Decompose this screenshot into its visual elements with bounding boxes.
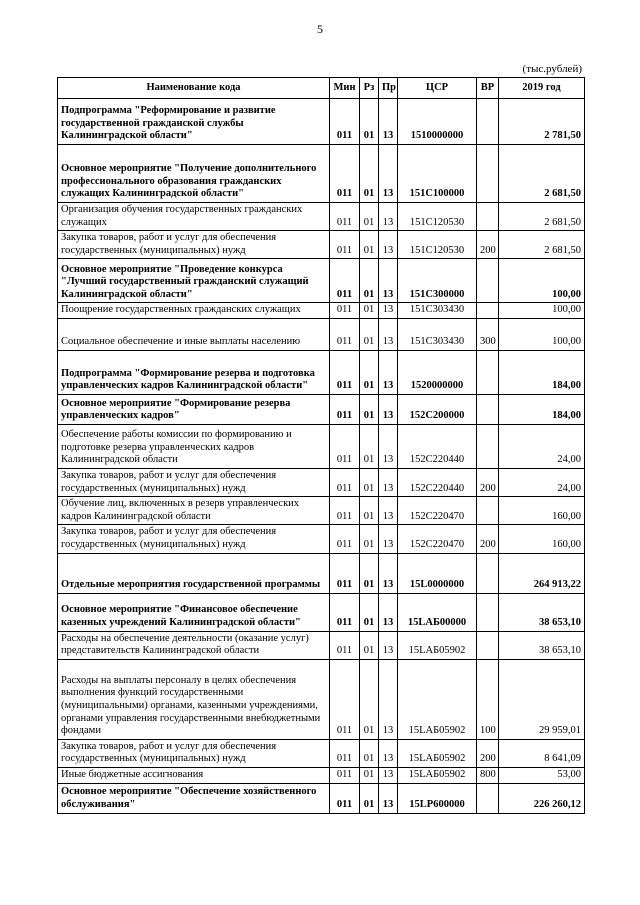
table-row — [58, 659, 585, 739]
table-row — [58, 259, 585, 303]
header-year: 2019 год — [499, 78, 585, 99]
header-csr: ЦСР — [398, 78, 477, 99]
row-vr — [477, 203, 499, 231]
row-csr: 1520000000 — [398, 350, 477, 394]
row-pr: 13 — [379, 783, 398, 813]
row-amount: 160,00 — [499, 525, 585, 553]
row-vr — [477, 497, 499, 525]
row-rz: 01 — [360, 99, 379, 145]
row-name: Основное мероприятие "Формирование резерва управленческих кадров" — [58, 394, 330, 424]
row-min: 011 — [330, 767, 360, 783]
row-amount: 184,00 — [499, 394, 585, 424]
row-rz: 01 — [360, 231, 379, 259]
table-row — [58, 99, 585, 145]
table-row — [58, 525, 585, 553]
row-vr: 200 — [477, 525, 499, 553]
budget-table — [57, 77, 585, 814]
row-csr: 152С220440 — [398, 424, 477, 468]
row-vr: 300 — [477, 318, 499, 350]
row-name: Закупка товаров, работ и услуг для обеспечения государственных (муниципальных) нужд — [58, 525, 330, 553]
row-name: Обеспечение работы комиссии по формированию и подготовке резерва управленческих кадров Калининградской области — [58, 424, 330, 468]
row-min: 011 — [330, 593, 360, 631]
row-pr: 13 — [379, 394, 398, 424]
row-amount: 100,00 — [499, 318, 585, 350]
header-name: Наименование кода — [58, 78, 330, 99]
row-amount: 2 681,50 — [499, 145, 585, 203]
row-vr: 200 — [477, 468, 499, 496]
row-pr: 13 — [379, 231, 398, 259]
row-rz: 01 — [360, 593, 379, 631]
row-vr — [477, 593, 499, 631]
row-amount: 226 260,12 — [499, 783, 585, 813]
row-pr: 13 — [379, 303, 398, 319]
row-amount: 184,00 — [499, 350, 585, 394]
table-row — [58, 767, 585, 783]
row-vr — [477, 303, 499, 319]
header-min: Мин — [330, 78, 360, 99]
table-row — [58, 739, 585, 767]
row-pr: 13 — [379, 553, 398, 593]
row-min: 011 — [330, 99, 360, 145]
row-name: Основное мероприятие "Обеспечение хозяйственного обслуживания" — [58, 783, 330, 813]
row-rz: 01 — [360, 203, 379, 231]
row-vr: 200 — [477, 739, 499, 767]
table-row — [58, 424, 585, 468]
row-amount: 2 781,50 — [499, 99, 585, 145]
row-min: 011 — [330, 350, 360, 394]
row-rz: 01 — [360, 659, 379, 739]
row-min: 011 — [330, 394, 360, 424]
table-row — [58, 468, 585, 496]
row-pr: 13 — [379, 468, 398, 496]
row-pr: 13 — [379, 739, 398, 767]
row-vr — [477, 553, 499, 593]
row-min: 011 — [330, 424, 360, 468]
row-csr: 15LАБ05902 — [398, 767, 477, 783]
row-rz: 01 — [360, 394, 379, 424]
row-pr: 13 — [379, 497, 398, 525]
row-amount: 24,00 — [499, 424, 585, 468]
row-vr — [477, 145, 499, 203]
row-csr: 15LАБ05902 — [398, 659, 477, 739]
row-min: 011 — [330, 553, 360, 593]
row-pr: 13 — [379, 767, 398, 783]
row-name: Основное мероприятие "Финансовое обеспечение казенных учреждений Калининградской области" — [58, 593, 330, 631]
row-name: Подпрограмма "Реформирование и развитие государственной гражданской службы Калининградской области" — [58, 99, 330, 145]
row-min: 011 — [330, 739, 360, 767]
row-name: Основное мероприятие "Получение дополнительного профессионального образования гражданских служащих Калининградской области" — [58, 145, 330, 203]
row-name: Расходы на обеспечение деятельности (оказание услуг) представительств Калининградской области — [58, 631, 330, 659]
row-rz: 01 — [360, 468, 379, 496]
row-vr — [477, 783, 499, 813]
row-pr: 13 — [379, 259, 398, 303]
row-min: 011 — [330, 303, 360, 319]
row-rz: 01 — [360, 145, 379, 203]
row-csr: 15LАБ05902 — [398, 739, 477, 767]
row-amount: 264 913,22 — [499, 553, 585, 593]
table-row — [58, 145, 585, 203]
header-vr: ВР — [477, 78, 499, 99]
row-csr: 152С220440 — [398, 468, 477, 496]
row-min: 011 — [330, 631, 360, 659]
row-csr: 1510000000 — [398, 99, 477, 145]
table-body — [58, 99, 585, 814]
row-vr: 800 — [477, 767, 499, 783]
row-rz: 01 — [360, 739, 379, 767]
row-csr: 151С303430 — [398, 303, 477, 319]
row-vr — [477, 99, 499, 145]
table-row — [58, 350, 585, 394]
row-min: 011 — [330, 497, 360, 525]
row-amount: 8 641,09 — [499, 739, 585, 767]
table-row — [58, 593, 585, 631]
row-name: Отдельные мероприятия государственной программы — [58, 553, 330, 593]
row-rz: 01 — [360, 783, 379, 813]
row-amount: 160,00 — [499, 497, 585, 525]
row-csr: 15LАБ00000 — [398, 593, 477, 631]
row-name: Организация обучения государственных гражданских служащих — [58, 203, 330, 231]
row-amount: 24,00 — [499, 468, 585, 496]
row-rz: 01 — [360, 318, 379, 350]
row-vr — [477, 424, 499, 468]
row-pr: 13 — [379, 659, 398, 739]
row-min: 011 — [330, 659, 360, 739]
row-min: 011 — [330, 203, 360, 231]
row-rz: 01 — [360, 350, 379, 394]
page-number: 5 — [317, 22, 323, 36]
header-pr: Пр — [379, 78, 398, 99]
row-amount: 38 653,10 — [499, 631, 585, 659]
table-header-row — [58, 78, 585, 99]
row-name: Закупка товаров, работ и услуг для обеспечения государственных (муниципальных) нужд — [58, 739, 330, 767]
row-csr: 152С200000 — [398, 394, 477, 424]
row-rz: 01 — [360, 631, 379, 659]
row-min: 011 — [330, 468, 360, 496]
table-row — [58, 553, 585, 593]
row-pr: 13 — [379, 350, 398, 394]
row-csr: 15L0000000 — [398, 553, 477, 593]
row-csr: 151С120530 — [398, 231, 477, 259]
header-rz: Рз — [360, 78, 379, 99]
row-amount: 2 681,50 — [499, 203, 585, 231]
row-rz: 01 — [360, 497, 379, 525]
row-rz: 01 — [360, 303, 379, 319]
table-row — [58, 203, 585, 231]
row-amount: 38 653,10 — [499, 593, 585, 631]
table-row — [58, 394, 585, 424]
table-row — [58, 631, 585, 659]
row-csr: 15LР600000 — [398, 783, 477, 813]
row-name: Расходы на выплаты персоналу в целях обеспечения выполнения функций государственными (муниципальными) органами, казенными учреждениями, органами управления государственными внебюджетными фондами — [58, 659, 330, 739]
row-rz: 01 — [360, 259, 379, 303]
row-amount: 53,00 — [499, 767, 585, 783]
row-csr: 151С100000 — [398, 145, 477, 203]
row-pr: 13 — [379, 525, 398, 553]
row-rz: 01 — [360, 767, 379, 783]
row-pr: 13 — [379, 203, 398, 231]
row-name: Поощрение государственных гражданских служащих — [58, 303, 330, 319]
row-vr: 100 — [477, 659, 499, 739]
row-vr — [477, 259, 499, 303]
row-amount: 100,00 — [499, 303, 585, 319]
row-pr: 13 — [379, 631, 398, 659]
row-min: 011 — [330, 318, 360, 350]
row-min: 011 — [330, 783, 360, 813]
row-csr: 152С220470 — [398, 525, 477, 553]
row-vr: 200 — [477, 231, 499, 259]
units-label: (тыс.рублей) — [522, 63, 582, 75]
row-vr — [477, 631, 499, 659]
row-min: 011 — [330, 259, 360, 303]
row-amount: 100,00 — [499, 259, 585, 303]
row-pr: 13 — [379, 424, 398, 468]
row-rz: 01 — [360, 424, 379, 468]
row-amount: 2 681,50 — [499, 231, 585, 259]
row-csr: 152С220470 — [398, 497, 477, 525]
row-name: Закупка товаров, работ и услуг для обеспечения государственных (муниципальных) нужд — [58, 468, 330, 496]
row-min: 011 — [330, 145, 360, 203]
row-pr: 13 — [379, 145, 398, 203]
row-name: Социальное обеспечение и иные выплаты населению — [58, 318, 330, 350]
row-name: Подпрограмма "Формирование резерва и подготовка управленческих кадров Калининградской области" — [58, 350, 330, 394]
row-name: Иные бюджетные ассигнования — [58, 767, 330, 783]
row-csr: 15LАБ05902 — [398, 631, 477, 659]
row-name: Обучение лиц, включенных в резерв управленческих кадров Калининградской области — [58, 497, 330, 525]
row-amount: 29 959,01 — [499, 659, 585, 739]
row-name: Закупка товаров, работ и услуг для обеспечения государственных (муниципальных) нужд — [58, 231, 330, 259]
row-csr: 151С120530 — [398, 203, 477, 231]
row-pr: 13 — [379, 593, 398, 631]
table-row — [58, 783, 585, 813]
row-min: 011 — [330, 231, 360, 259]
row-vr — [477, 350, 499, 394]
row-rz: 01 — [360, 525, 379, 553]
row-pr: 13 — [379, 99, 398, 145]
row-vr — [477, 394, 499, 424]
table-row — [58, 303, 585, 319]
row-csr: 151С303430 — [398, 318, 477, 350]
table-row — [58, 318, 585, 350]
row-pr: 13 — [379, 318, 398, 350]
row-csr: 151С300000 — [398, 259, 477, 303]
table-row — [58, 231, 585, 259]
row-min: 011 — [330, 525, 360, 553]
row-name: Основное мероприятие "Проведение конкурса "Лучший государственный гражданский служащий Калининградской области" — [58, 259, 330, 303]
table-row — [58, 497, 585, 525]
row-rz: 01 — [360, 553, 379, 593]
